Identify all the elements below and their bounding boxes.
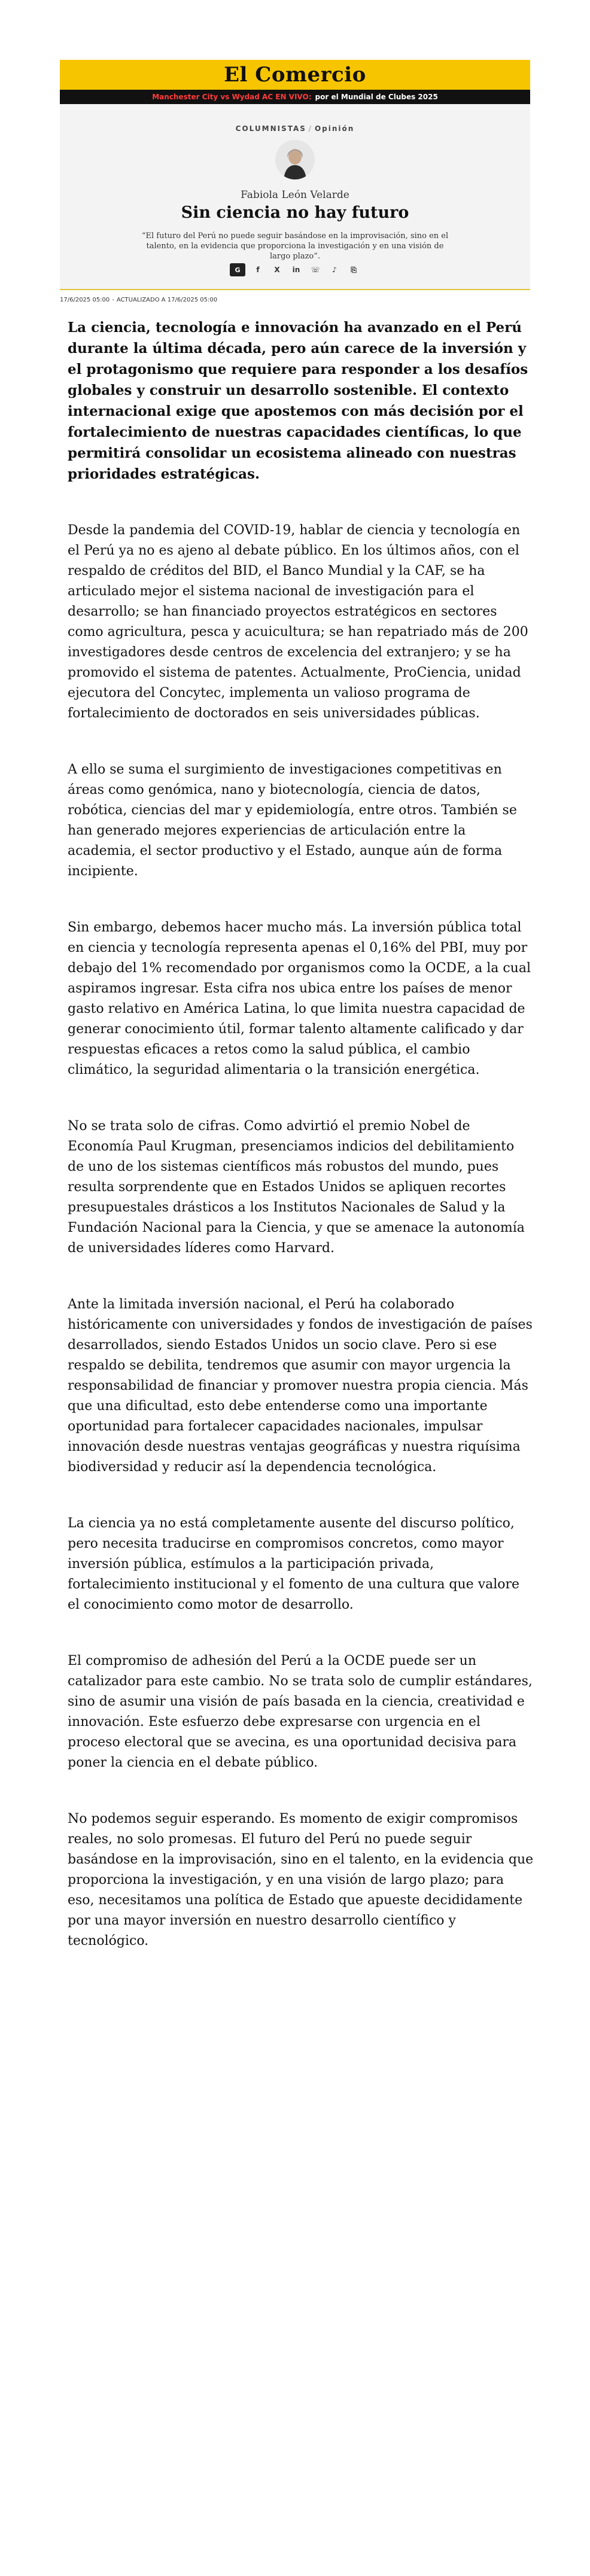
article-title: Sin ciencia no hay futuro [181, 203, 409, 222]
section-category[interactable]: COLUMNISTAS [235, 124, 306, 133]
article-quote: “El futuro del Perú no puede seguir basándose en la improvisación, sino en el talento, en la evidencia que proporciona la investigación y en una visión de largo plazo”. [141, 232, 449, 261]
article-paragraph: Sin embargo, debemos hacer mucho más. La inversión pública total en ciencia y tecnología representa apenas el 0,16% del PBI, muy por debajo del 1% recomendado por organismos como la OCDE, a la cual aspiramos ingresar. Esta cifra nos ubica entre los países de menor gasto relativo en América Latina, lo que limita nuestra capacidad de generar conocimiento útil, formar talento altamente calificado y dar respuestas eficaces a retos como la salud pública, el cambio climático, la seguridad alimentaria o la transición energética. [68, 920, 531, 1077]
google-news-icon[interactable]: G [230, 263, 245, 276]
section-subcategory[interactable]: Opinión [314, 124, 355, 133]
breadcrumb-separator: / [308, 124, 312, 133]
brand-logo[interactable]: El Comercio [224, 63, 366, 87]
brand-bar [60, 60, 530, 90]
dateline-separator: - [112, 297, 114, 303]
live-match-link[interactable]: Manchester City vs Wydad AC EN VIVO: [152, 93, 312, 101]
live-bar[interactable] [60, 90, 530, 104]
copy-link-icon[interactable]: ⎘ [351, 265, 357, 274]
article-paragraph: No se trata solo de cifras. Como advirtió el premio Nobel de Economía Paul Krugman, presenciamos indicios del debilitamiento de uno de los sistemas científicos más robustos del mundo, pues resulta sorprendente que en Estados Unidos se apliquen recortes presupuestales drásticos a los Institutos Nacionales de Salud y la Fundación Nacional para la Ciencia, y que se amenace la autonomía de universidades líderes como Harvard. [68, 1119, 525, 1256]
article-dateline [60, 297, 530, 303]
article-lead: La ciencia, tecnología e innovación ha avanzado en el Perú durante la última década, pero aún carece de la inversión y el protagonismo que requiere para responder a los desafíos globales y construir un desarrollo sostenible. El contexto internacional exige que apostemos con más decisión por el fortalecimiento de nuestras capacidades científicas, lo que permitirá consolidar un ecosistema alineado con nuestras prioridades estratégicas. [68, 319, 528, 482]
facebook-icon[interactable]: f [256, 266, 260, 274]
updated-date: ACTUALIZADO A 17/6/2025 05:00 [116, 297, 218, 303]
article-body [68, 317, 534, 1951]
article-paragraph: La ciencia ya no está completamente ausente del discurso político, pero necesita traducirse en compromisos concretos, como mayor inversión pública, estímulos a la participación privada, fortalecimiento institucional y el fomento de una cultura que valore el conocimiento como motor de desarrollo. [68, 1516, 520, 1612]
tiktok-icon[interactable]: ♪ [332, 266, 337, 274]
published-date: 17/6/2025 05:00 [60, 297, 110, 303]
author-photo [275, 140, 315, 179]
article-paragraph: Desde la pandemia del COVID-19, hablar de ciencia y tecnología en el Perú ya no es ajeno al debate público. En los últimos años, con el respaldo de créditos del BID, el Banco Mundial y la CAF, se ha articulado mejor el sistema nacional de investigación para el desarrollo; se han financiado proyectos estratégicos en sectores como agricultura, pesca y acuicultura; se han repatriado más de 200 investigadores desde centros de excelencia del extranjero; y se ha promovido el sistema de patentes. Actualmente, ProCiencia, unidad ejecutora del Concytec, implementa un valioso programa de fortalecimiento de doctorados en seis universidades públicas. [68, 523, 528, 721]
author-avatar[interactable] [275, 140, 315, 179]
article-paragraph: Ante la limitada inversión nacional, el Perú ha colaborado históricamente con universidades y fondos de investigación de países desarrollados, siendo Estados Unidos un socio clave. Pero si ese respaldo se debilita, tendremos que asumir con mayor urgencia la responsabilidad de financiar y promover nuestra propia ciencia. Más que una dificultad, esto debe entenderse como una importante oportunidad para fortalecer capacidades nacionales, impulsar innovación desde nuestras ventajas geográficas y nuestra riquísima biodiversidad y reducir así la dependencia tecnológica. [68, 1297, 533, 1475]
article-header [60, 60, 530, 290]
article-paragraph: No podemos seguir esperando. Es momento de exigir compromisos reales, no solo promesas. El futuro del Perú no puede seguir basándose en la improvisación, sino en el talento, en la evidencia que proporciona la investigación, y en una visión de largo plazo; para eso, necesitamos una política de Estado que apueste decididamente por una mayor inversión en nuestro desarrollo científico y tecnológico. [68, 1811, 534, 1948]
whatsapp-icon[interactable]: ☏ [311, 266, 320, 274]
article-paragraph: A ello se suma el surgimiento de investigaciones competitivas en áreas como genómica, nano y biotecnología, ciencia de datos, robótica, ciencias del mar y epidemiología, entre otros. También se han generado mejores experiencias de articulación entre la academia, el sector productivo y el Estado, aunque aún de forma incipiente. [68, 762, 517, 879]
article-paragraph: El compromiso de adhesión del Perú a la OCDE puede ser un catalizador para este cambio. No se trata solo de cumplir estándares, sino de asumir una visión de país basada en la ciencia, creatividad e innovación. Este esfuerzo debe expresarse con urgencia en el proceso electoral que se avecina, es una oportunidad decisiva para poner la ciencia en el debate público. [68, 1654, 533, 1770]
live-bar-text[interactable]: por el Mundial de Clubes 2025 [315, 93, 438, 101]
linkedin-icon[interactable]: in [292, 266, 300, 274]
x-icon[interactable]: X [274, 266, 280, 274]
section-breadcrumb [60, 124, 530, 133]
share-bar [60, 263, 530, 276]
author-name[interactable]: Fabiola León Velarde [241, 189, 349, 201]
